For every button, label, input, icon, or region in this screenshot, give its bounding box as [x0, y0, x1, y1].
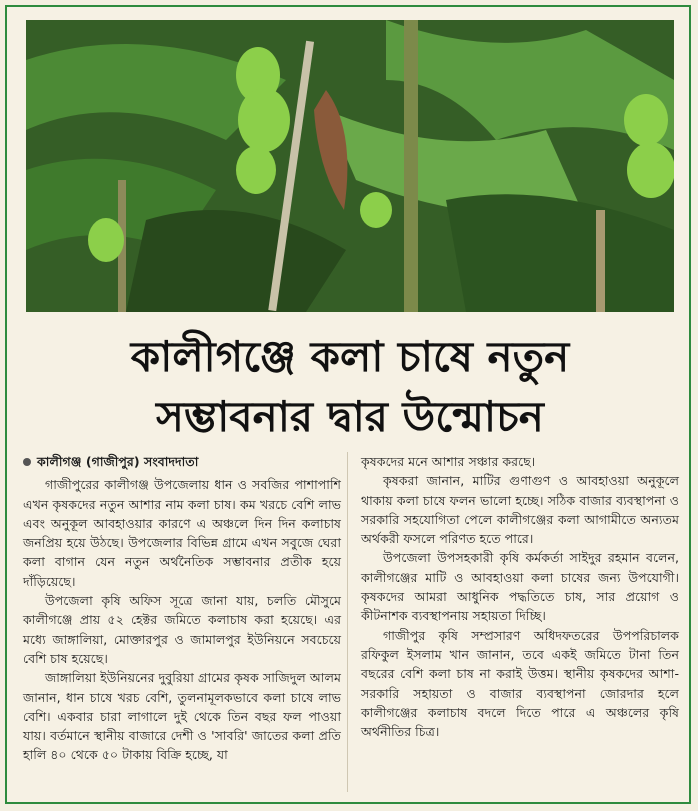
bullet-icon	[23, 458, 31, 466]
column-divider	[347, 452, 348, 792]
paragraph: উপজেলা কৃষি অফিস সূত্রে জানা যায়, চলতি মৌসুমে কালীগঞ্জে প্রায় ৫২ হেক্টর জমিতে কলাচাষ করা হয়েছে। এর মধ্যে জাঙ্গালিয়া, মোক্তারপুর ও জামালপুর ইউনিয়নে সবচেয়ে বেশি চাষ হয়েছে।	[23, 593, 341, 666]
paragraph: কৃষকদের মনে আশার সঞ্চার করছে।	[361, 454, 536, 469]
paragraph: জাঙ্গালিয়া ইউনিয়নের দুবুরিয়া গ্রামের কৃষক সাজিদুল আলম জানান, ধান চাষে খরচ বেশি, তুলনামূলকভাবে কলা চাষে লাভ বেশি। একবার চারা লাগালে দুই থেকে তিন বছর ফল পাওয়া যায়। বর্তমানে স্থানীয় বাজারে দেশী ও 'সাবরি' জাতের কলা প্রতি হালি ৪০ থেকে ৫০ টাকায় বিক্রি হচ্ছে, যা	[23, 670, 341, 763]
paragraph: গাজীপুর কৃষি সম্প্রসারণ অধিদফতরের উপপরিচালক রফিকুল ইসলাম খান জানান, তবে একই জমিতে টানা তিন বছরের বেশি কলা চাষ না করাই উত্তম। স্থানীয় কৃষকদের আশা- সরকারি সহায়তা ও বাজার ব্যবস্থাপনা জোরদার হলে কালীগঞ্জের কলাচাষ বদলে দিতে পারে এ অঞ্চলের কৃষি অর্থনীতির চিত্র।	[361, 627, 679, 740]
paragraph: গাজীপুরের কালীগঞ্জ উপজেলায় ধান ও সবজির পাশাপাশি এখন কৃষকদের নতুন আশার নাম কলা চাষ। কম খরচে বেশি লাভ এবং অনুকূল আবহাওয়ার কারণে এ অঞ্চলে দিন দিন কলাচাষ জনপ্রিয় হয়ে উঠছে। উপজেলার বিভিন্ন গ্রামে এখন সবুজে ঘেরা কলা বাগান যেন নতুন অর্থনৈতিক সম্ভাবনার প্রতীক হয়ে দাঁড়িয়েছে।	[23, 477, 341, 589]
paragraph: কৃষকরা জানান, মাটির গুণাগুণ ও আবহাওয়া অনুকূলে থাকায় কলা চাষে ফলন ভালো হচ্ছে। সঠিক বাজার ব্যবস্থাপনা ও সরকারি সহযোগিতা পেলে কালীগঞ্জের কলা আগামীতে অন্যতম অর্থকরী ফসলে পরিণত হতে পারে।	[361, 473, 679, 547]
byline-text: কালীগঞ্জ (গাজীপুর) সংবাদদাতা	[37, 454, 199, 469]
article-frame	[5, 5, 691, 804]
headline-line-2: সম্ভাবনার দ্বার উন্মোচন	[156, 392, 544, 441]
headline	[17, 327, 683, 447]
banana-plantation-photo	[26, 20, 674, 312]
headline-line-1: কালীগঞ্জে কলা চাষে নতুন	[130, 332, 570, 381]
left-column	[23, 452, 341, 765]
right-column	[361, 452, 679, 741]
paragraph: উপজেলা উপসহকারী কৃষি কর্মকর্তা সাইদুর রহমান বলেন, কালীগঞ্জের মাটি ও আবহাওয়া কলা চাষের জন্য উপযোগী। কৃষকদের আমরা আধুনিক পদ্ধতিতে চাষ, সার প্রয়োগ ও কীটনাশক ব্যবস্থাপনায় সহায়তা দিচ্ছি।	[361, 550, 679, 624]
byline	[23, 452, 341, 471]
photo-illustration	[26, 20, 674, 312]
